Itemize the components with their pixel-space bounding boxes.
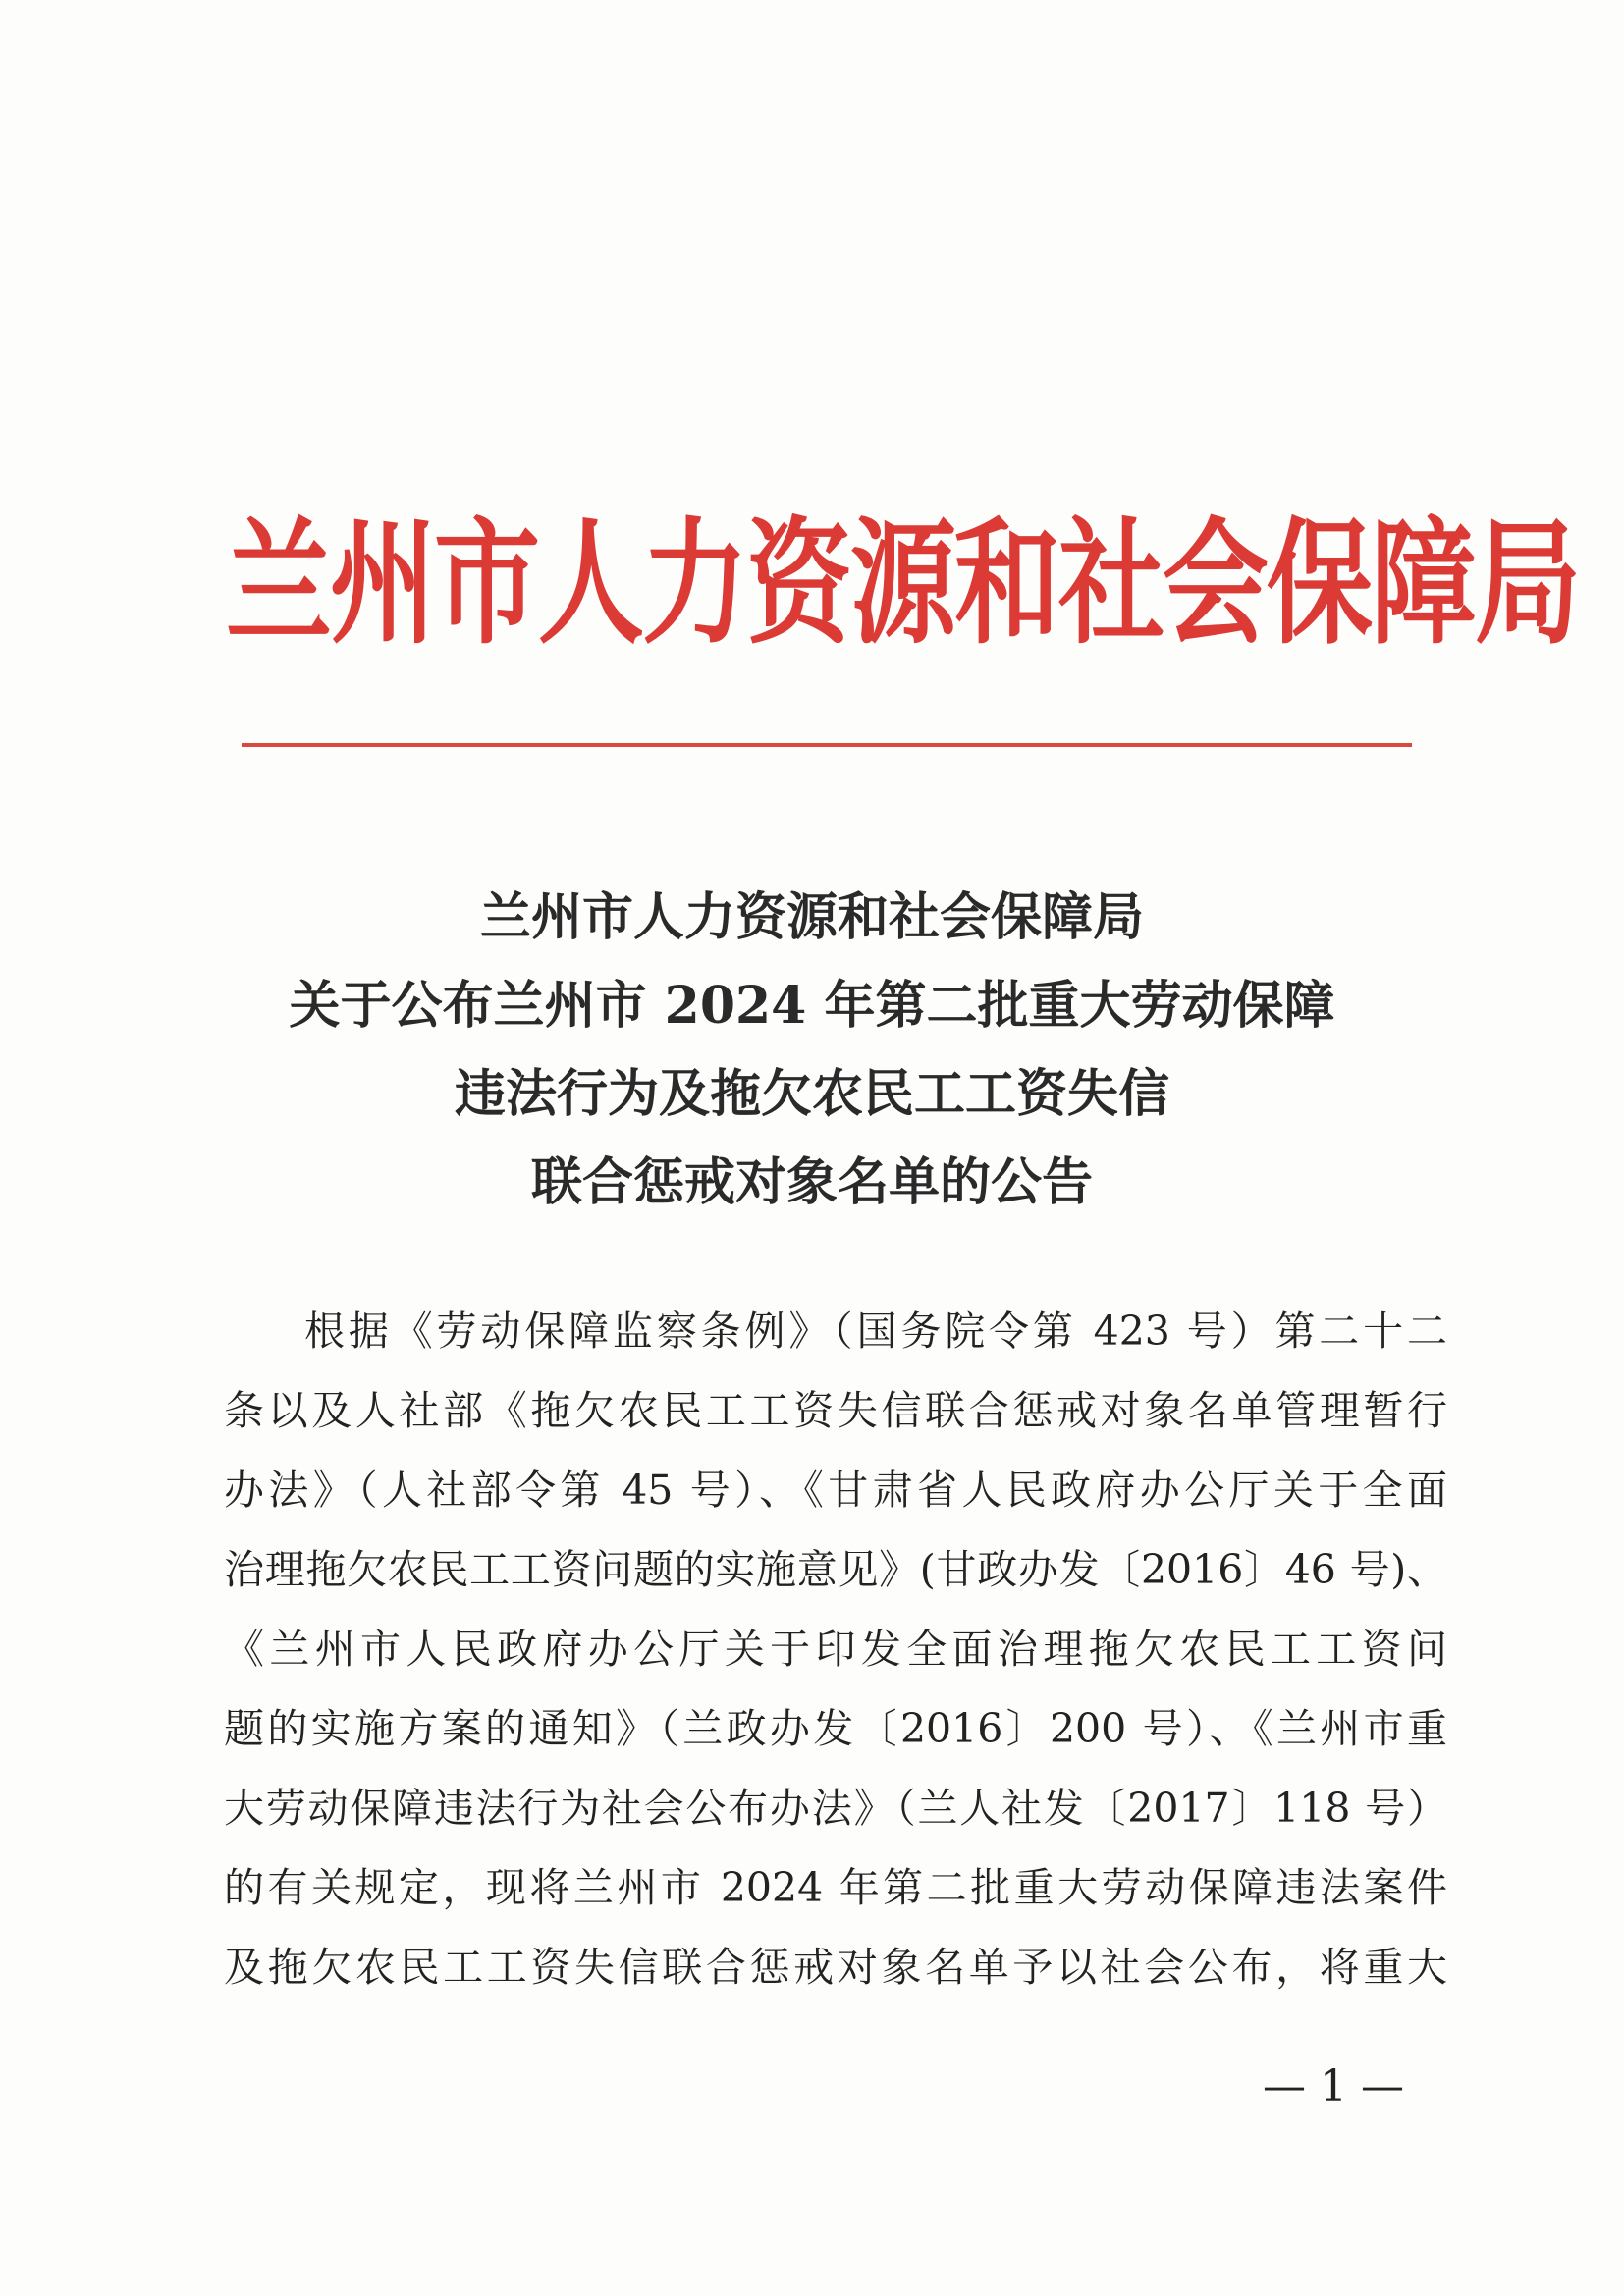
title-line: 联合惩戒对象名单的公告	[530, 1152, 1093, 1212]
body-line: 办法》（人社部令第 45 号）、《甘肃省人民政府办公厅关于全面	[224, 1467, 1447, 1514]
org-header-title: 兰州市人力资源和社会保障局	[226, 505, 1580, 664]
body-line: 及拖欠农民工工资失信联合惩戒对象名单予以社会公布，将重大	[224, 1944, 1447, 1991]
body-line: 根据《劳动保障监察条例》（国务院令第 423 号）第二十二	[304, 1308, 1447, 1355]
body-line: 题的实施方案的通知》（兰政办发〔2016〕200 号）、《兰州市重	[224, 1705, 1447, 1752]
title-line: 违法行为及拖欠农民工工资失信	[454, 1064, 1169, 1124]
announcement-title	[196, 874, 1428, 1227]
title-line: 兰州市人力资源和社会保障局	[479, 887, 1144, 947]
page-number: — 1 —	[1263, 2061, 1404, 2111]
body-line: 的有关规定，现将兰州市 2024 年第二批重大劳动保障违法案件	[224, 1864, 1447, 1911]
body-line: 《兰州市人民政府办公厅关于印发全面治理拖欠农民工工资问	[224, 1626, 1447, 1673]
body-paragraph	[224, 1292, 1447, 2007]
title-line: 关于公布兰州市 2024 年第二批重大劳动保障	[289, 976, 1335, 1036]
body-line: 大劳动保障违法行为社会公布办法》（兰人社发〔2017〕118 号）	[224, 1785, 1447, 1832]
red-divider-rule	[242, 743, 1412, 747]
body-line: 治理拖欠农民工工资问题的实施意见》(甘政办发〔2016〕46 号)、	[224, 1546, 1447, 1593]
body-line: 条以及人社部《拖欠农民工工资失信联合惩戒对象名单管理暂行	[224, 1387, 1447, 1434]
